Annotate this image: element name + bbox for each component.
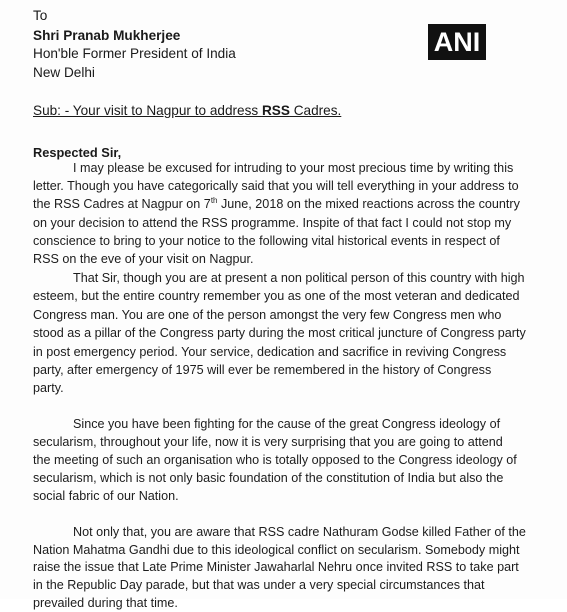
subject-prefix: Sub: - Your visit to Nagpur to address [33, 103, 262, 118]
para2-line7: party. [33, 381, 64, 395]
para3-line4: secularism, which is not only basic foundation of the constitution of India but also the [33, 471, 504, 485]
recipient-title: Hon'ble Former President of India [33, 46, 236, 61]
para1-line6: RSS on the eve of your visit on Nagpur. [33, 252, 254, 266]
para3-line5: social fabric of our Nation. [33, 489, 179, 503]
para1-line3-sup: th [210, 195, 218, 205]
para1-line2: letter. Though you have categorically said that you will tell everything in your address to [33, 179, 519, 193]
para2-line2: esteem, but the entire country remember you as one of the most veteran and dedicated [33, 289, 520, 303]
para4-line2: Nation Mahatma Gandhi due to this ideological conflict on secularism. Somebody might [33, 543, 520, 557]
address-to: To [33, 8, 48, 23]
salutation: Respected Sir, [33, 145, 122, 160]
para1-line4: on your decision to attend the RSS programme. Inspite of that fact I could not stop my [33, 216, 512, 230]
para4-line4: in the Republic Day parade, but that was under a very special circumstances that [33, 578, 485, 592]
para2-line3: Congress man. You are one of the person amongst the very few Congress men who [33, 308, 502, 322]
para1-line3-pre: the RSS Cadres at Nagpur on 7 [33, 197, 211, 211]
para1-line3 [33, 196, 520, 213]
para1-line5: conscience to bring to your notice to the following vital historical events in respect of [33, 234, 500, 248]
para2-line4: stood as a pillar of the Congress party during the most critical juncture of Congress party [33, 326, 526, 340]
ani-logo: ANI [428, 24, 486, 60]
para3-line3: the meeting of such an organisation who is totally opposed to the Congress ideology of [33, 453, 517, 467]
subject-bold: RSS [261, 103, 290, 118]
para2-line1: That Sir, though you are at present a non political person of this country with high [73, 271, 525, 285]
subject-suffix: Cadres. [289, 103, 342, 118]
para2-line5: in post emergency period. Your service, dedication and sacrifice in reviving Congress [33, 345, 507, 359]
para4-line5: prevailed during that time. [33, 596, 178, 610]
para2-line6: party, after emergency of 1975 will ever be remembered in the history of Congress [33, 363, 492, 377]
para1-line1: I may please be excused for intruding to your most precious time by writing this [73, 161, 514, 175]
para3-line2: secularism, throughout your life, now it is very surprising that you are going to attend [33, 435, 503, 449]
para3-line1: Since you have been fighting for the cause of the great Congress ideology of [73, 417, 501, 431]
recipient-city: New Delhi [33, 65, 95, 80]
recipient-name: Shri Pranab Mukherjee [33, 28, 181, 43]
para1-line3-post: June, 2018 on the mixed reactions across the country [217, 197, 520, 211]
para4-line3: raise the issue that Late Prime Minister Jawaharlal Nehru once invited RSS to take part [33, 560, 519, 574]
para4-line1: Not only that, you are aware that RSS cadre Nathuram Godse killed Father of the [73, 525, 526, 539]
subject-line [33, 102, 341, 119]
